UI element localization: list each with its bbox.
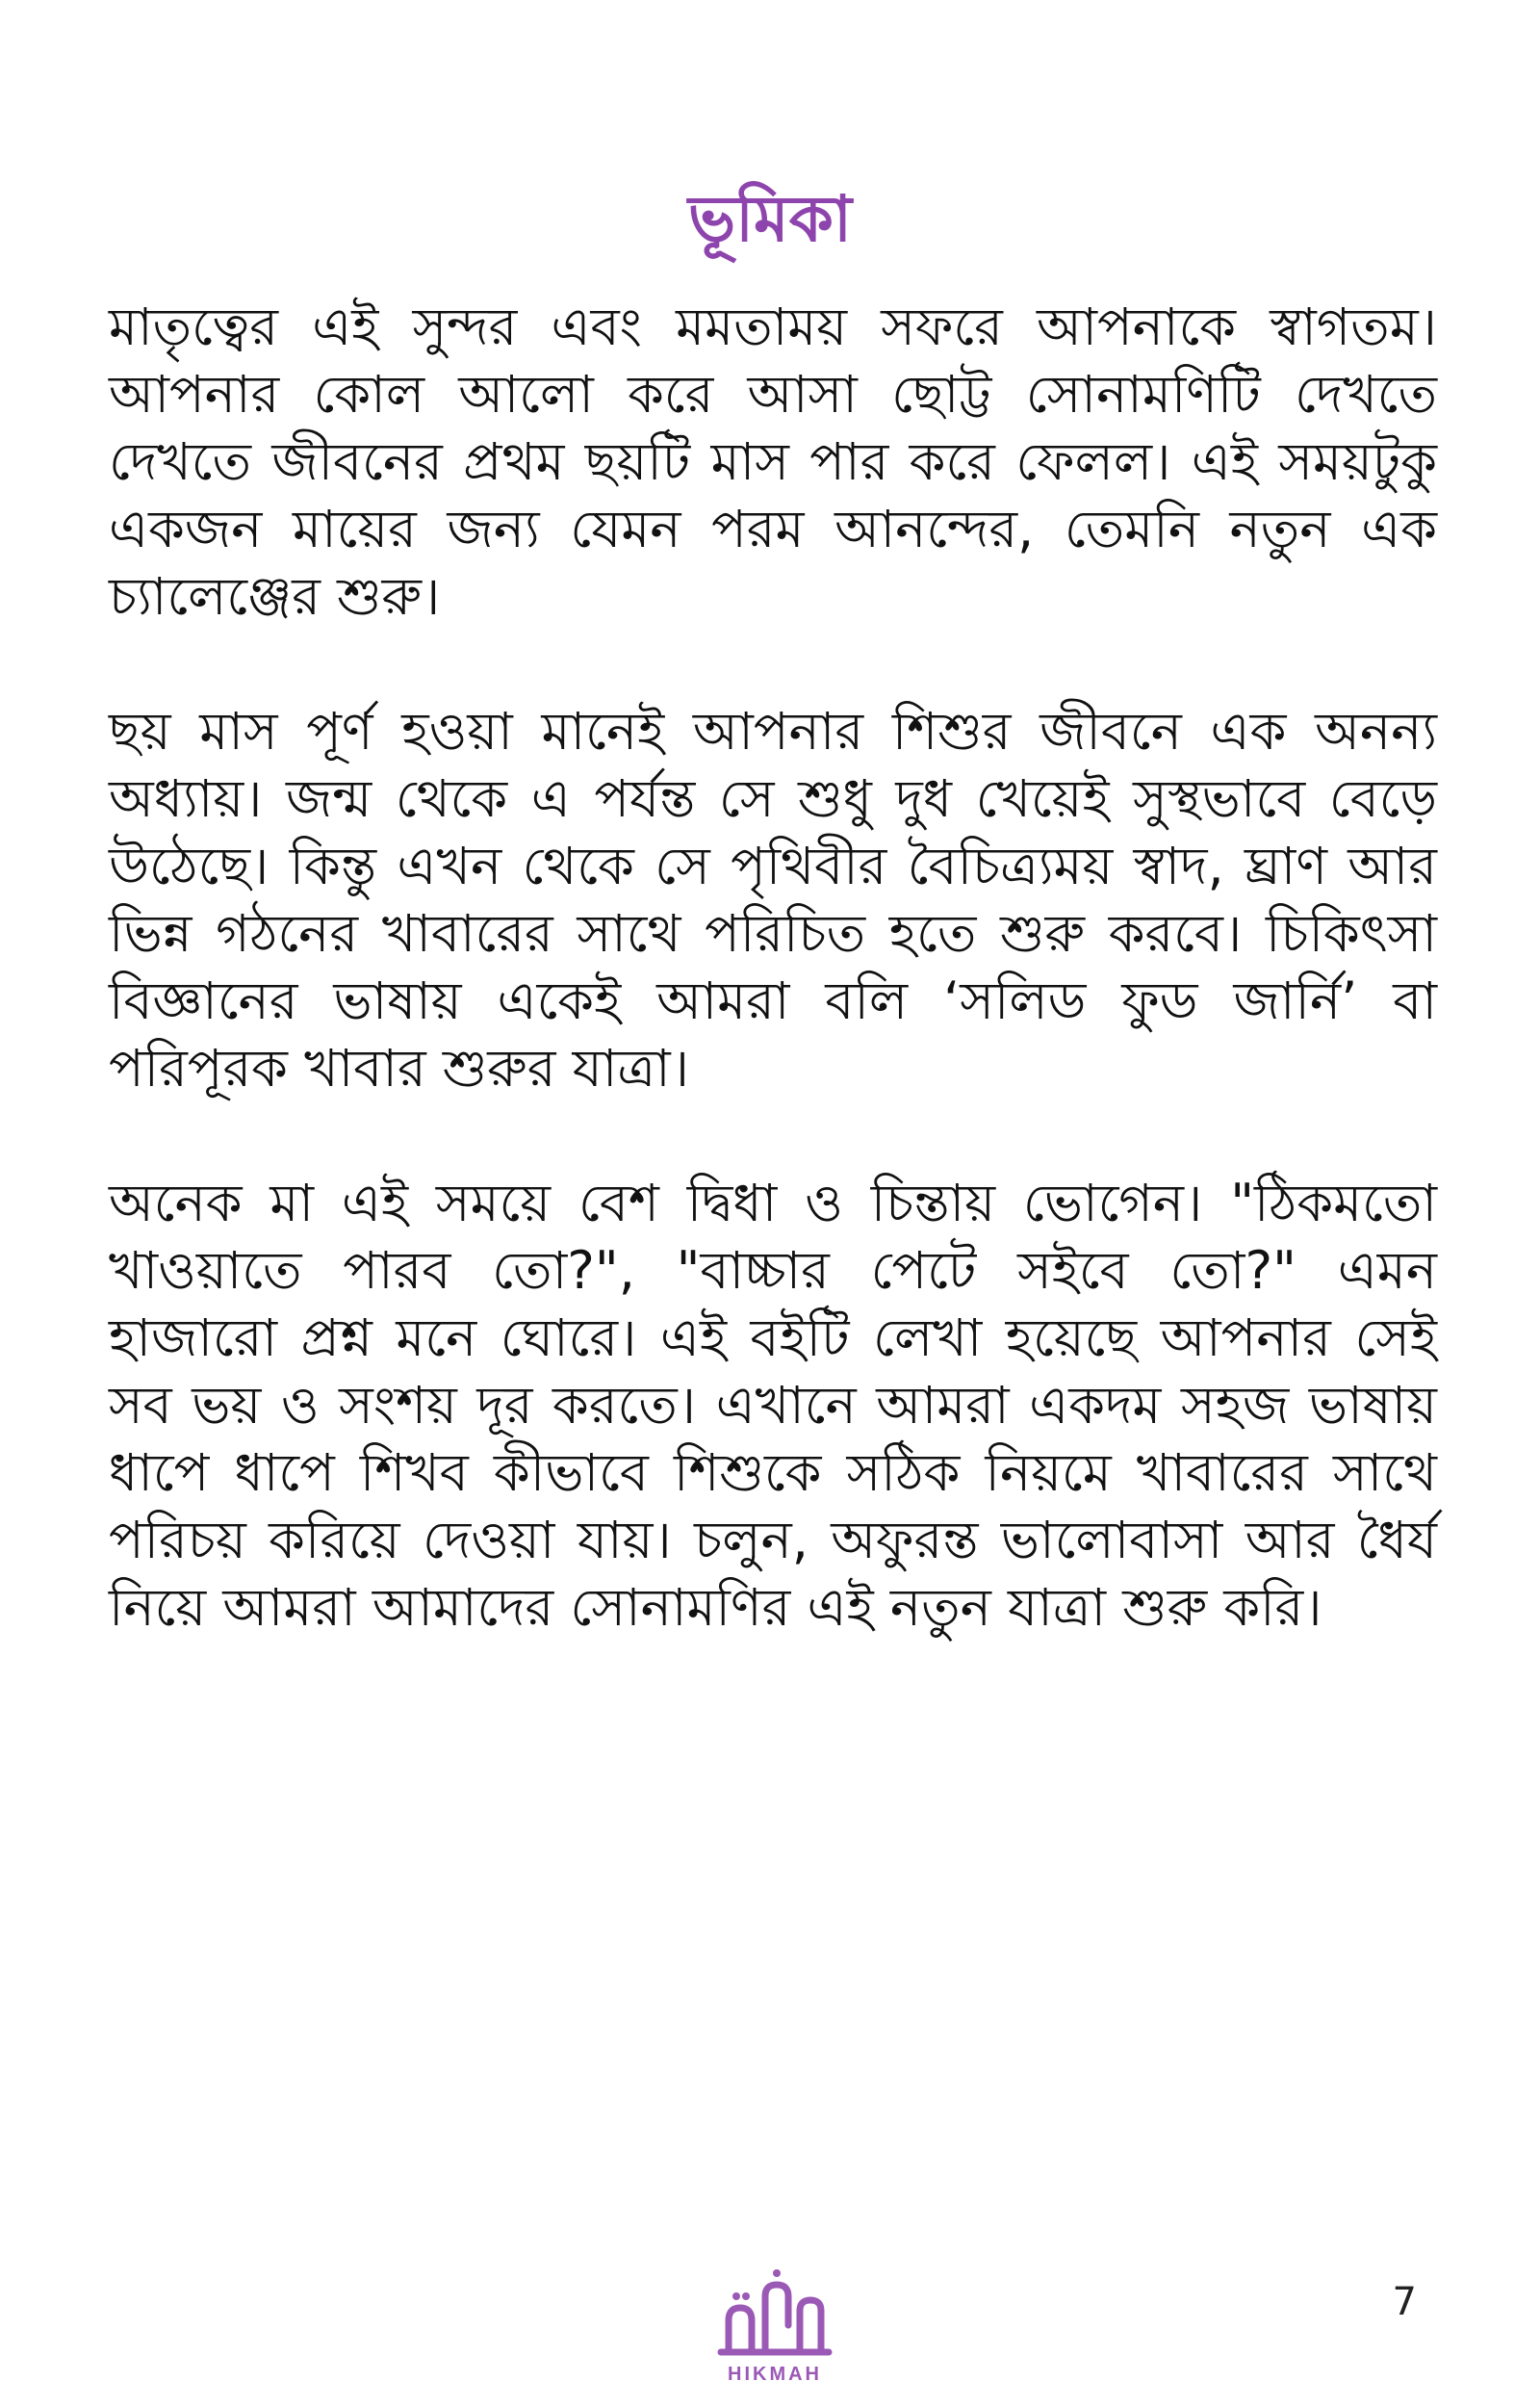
paragraph-1: মাতৃত্বের এই সুন্দর এবং মমতাময় সফরে আপনাকে স্বাগতম। আপনার কোল আলো করে আসা ছোট্ট সোনামণিটি দেখতে দেখতে জীবনের প্রথম ছয়টি মাস পার করে ফেলল। এই সময়টুকু একজন মায়ের জন্য যেমন পরম আনন্দের, তেমনি নতুন এক চ্যালেঞ্জের শুরু।: [109, 297, 1437, 627]
page-number: 7: [1392, 2280, 1417, 2324]
hikmah-logo-icon: [717, 2267, 833, 2364]
hikmah-logo: [717, 2267, 833, 2393]
paragraph-3: অনেক মা এই সময়ে বেশ দ্বিধা ও চিন্তায় ভোগেন। "ঠিকমতো খাওয়াতে পারব তো?", "বাচ্চার পেটে সইবে তো?" এমন হাজারো প্রশ্ন মনে ঘোরে। এই বইটি লেখা হয়েছে আপনার সেই সব ভয় ও সংশয় দূর করতে। এখানে আমরা একদম সহজ ভাষায় ধাপে ধাপে শিখব কীভাবে শিশুকে সঠিক নিয়মে খাবারের সাথে পরিচয় করিয়ে দেওয়া যায়। চলুন, অফুরন্ত ভালোবাসা আর ধৈর্য নিয়ে আমরা আমাদের সোনামণির এই নতুন যাত্রা শুরু করি।: [109, 1173, 1437, 1638]
paragraph-2: ছয় মাস পূর্ণ হওয়া মানেই আপনার শিশুর জীবনে এক অনন্য অধ্যায়। জন্ম থেকে এ পর্যন্ত সে শুধু দুধ খেয়েই সুস্থভাবে বেড়ে উঠেছে। কিন্তু এখন থেকে সে পৃথিবীর বৈচিত্র্যময় স্বাদ, ঘ্রাণ আর ভিন্ন গঠনের খাবারের সাথে পরিচিত হতে শুরু করবে। চিকিৎসা বিজ্ঞানের ভাষায় একেই আমরা বলি ‘সলিড ফুড জার্নি’ বা পরিপূরক খাবার শুরুর যাত্রা।: [109, 701, 1437, 1099]
body-text: [109, 294, 1437, 1709]
logo-text: HIKMAH: [728, 2364, 822, 2385]
page-title: ভূমিকা: [687, 182, 853, 257]
